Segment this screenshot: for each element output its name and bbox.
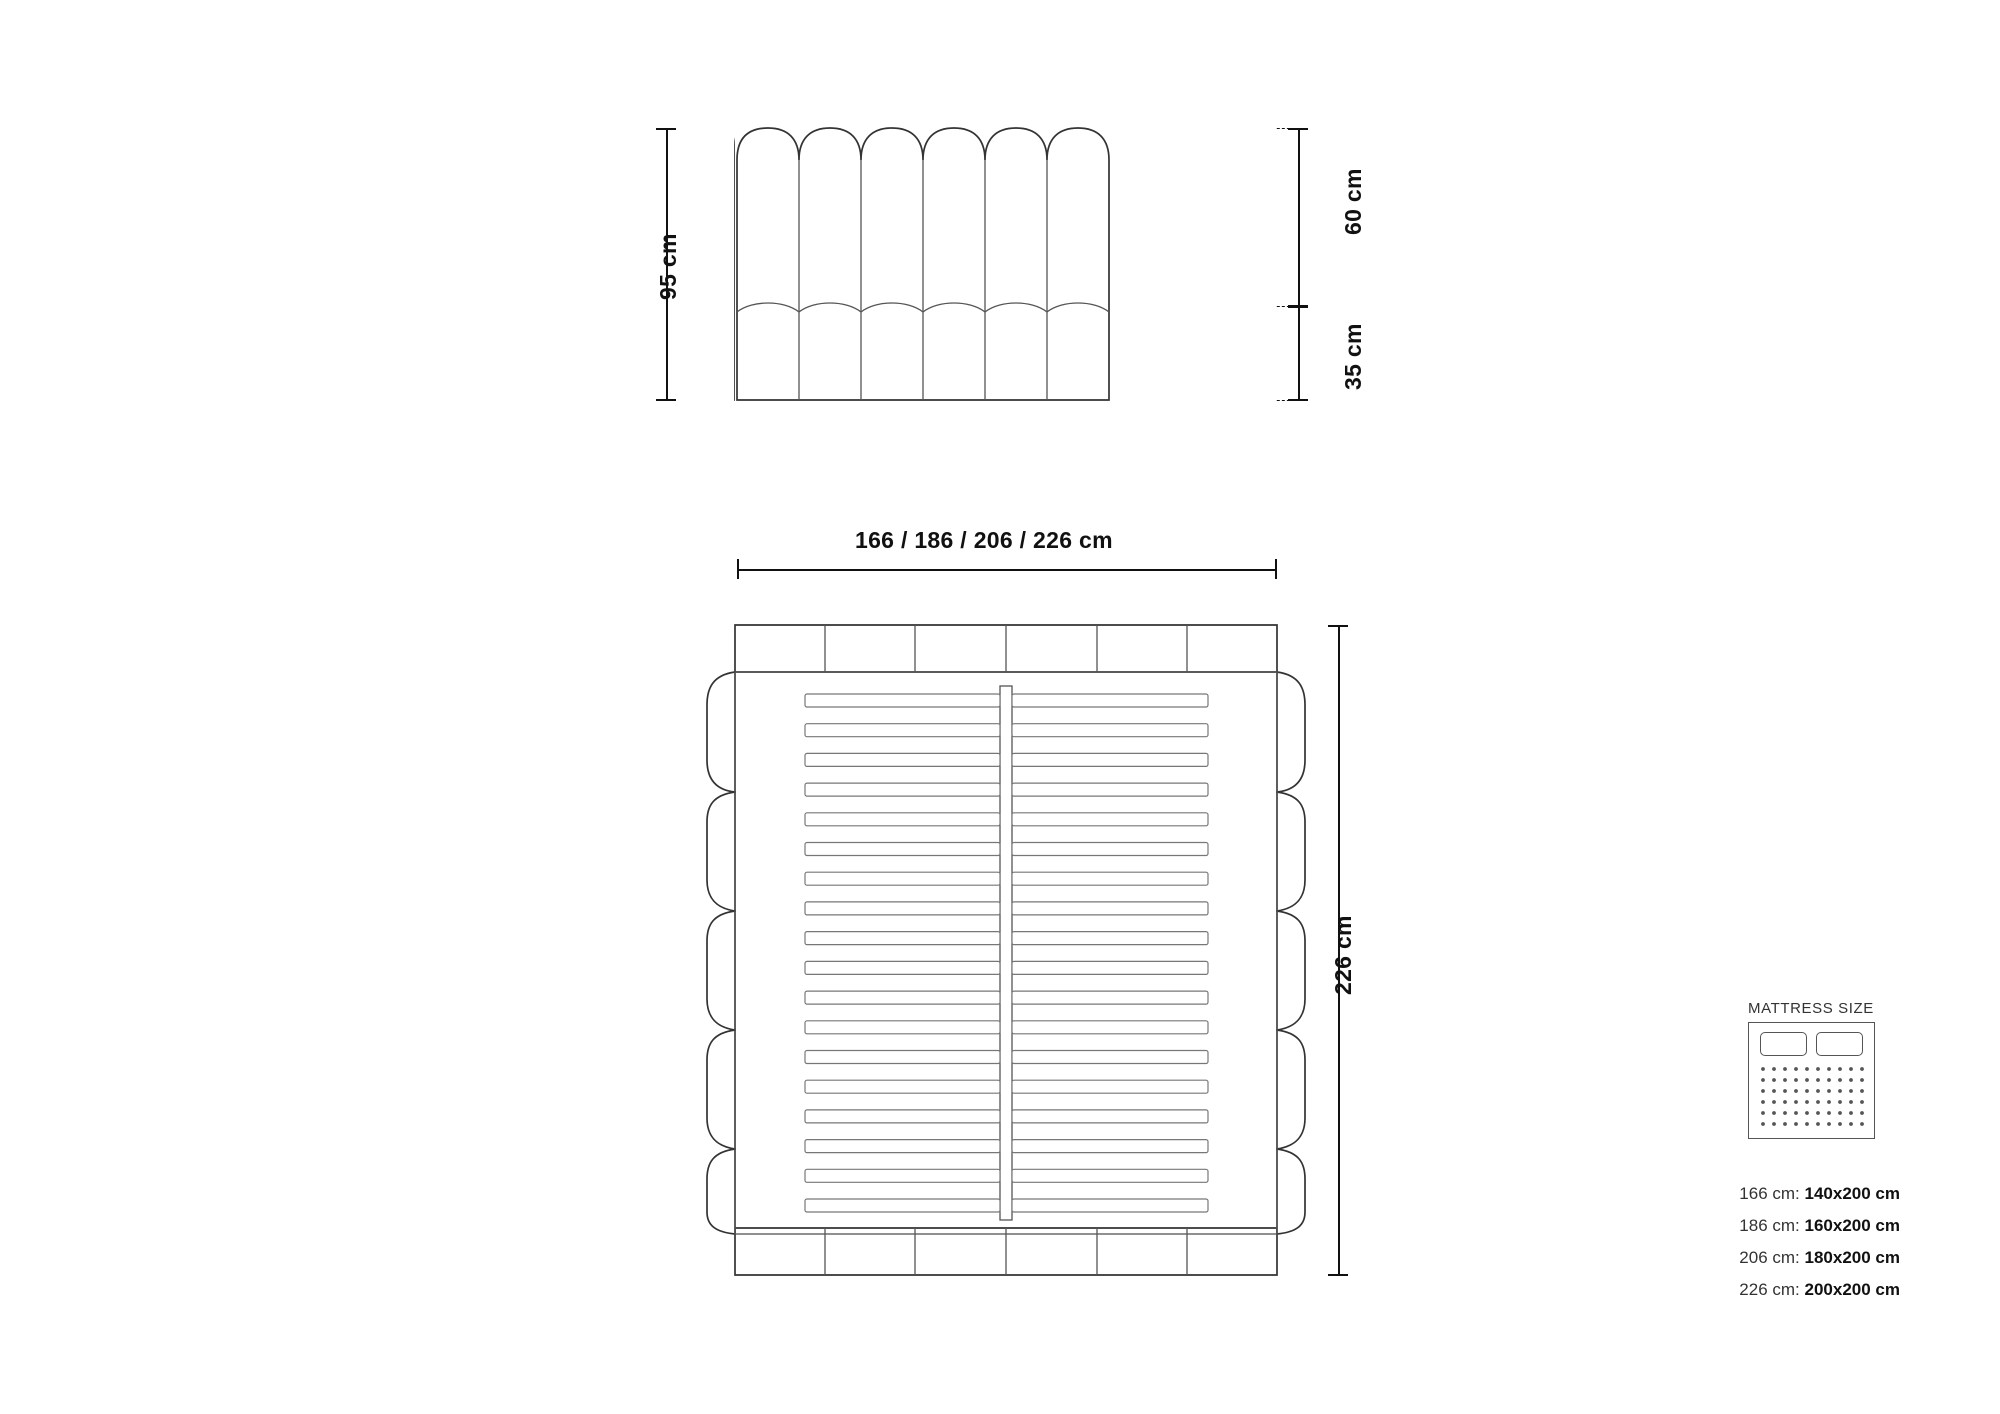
legend-code-0: 166 cm: xyxy=(1739,1184,1800,1203)
legend-size-3: 200x200 cm xyxy=(1804,1280,1900,1299)
legend-size-1: 160x200 cm xyxy=(1804,1216,1900,1235)
dim-width-label: 166 / 186 / 206 / 226 cm xyxy=(855,527,1113,553)
legend-code-1: 186 cm: xyxy=(1739,1216,1800,1235)
dim-length-label: 226 cm xyxy=(1330,915,1356,995)
dim-lower-segment-label: 35 cm xyxy=(1340,323,1366,390)
dim-upper-segment-label: 60 cm xyxy=(1340,168,1366,235)
mattress-size-title: MATTRESS SIZE xyxy=(1748,1000,1874,1017)
legend-size-0: 140x200 cm xyxy=(1804,1184,1900,1203)
legend-code-2: 206 cm: xyxy=(1739,1248,1800,1267)
legend-code-3: 226 cm: xyxy=(1739,1280,1800,1299)
dim-total-height-label: 95 cm xyxy=(655,233,681,300)
legend-size-2: 180x200 cm xyxy=(1804,1248,1900,1267)
